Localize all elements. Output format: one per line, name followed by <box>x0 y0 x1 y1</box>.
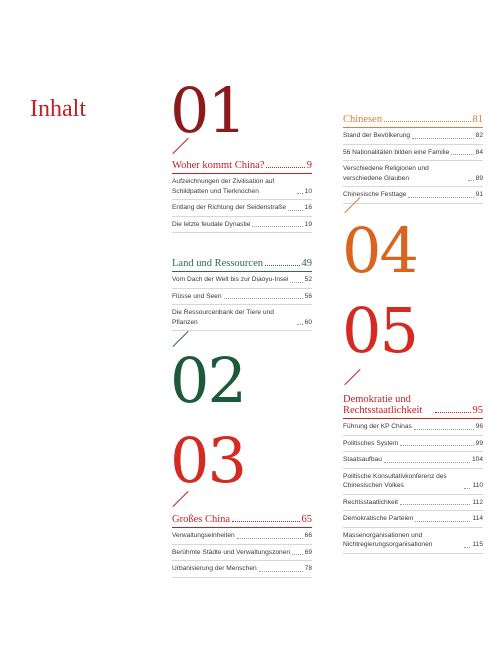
toc-entry-page: 66 <box>304 532 312 539</box>
chapter-heading-text: Großes China <box>172 514 231 525</box>
toc-entry-page: 110 <box>472 482 483 489</box>
chapter-heading[interactable] <box>343 114 483 128</box>
toc-entry[interactable] <box>343 128 483 145</box>
chapter-heading-text: Woher kommt China? <box>172 160 265 171</box>
toc-entry-page: 16 <box>304 204 312 211</box>
toc-entry[interactable] <box>172 217 312 234</box>
toc-entry[interactable] <box>343 511 483 528</box>
leader-dots <box>400 445 473 446</box>
chapter-number-05: 05 <box>342 294 417 367</box>
toc-entry-page: 104 <box>471 456 483 463</box>
toc-entry-label: Urbanisierung der Menschen <box>172 565 257 572</box>
toc-entry[interactable] <box>172 305 312 331</box>
leader-dots <box>288 210 303 211</box>
leader-dots <box>384 121 470 122</box>
chapter-heading-text: Demokratie und Rechtsstaatlichkeit <box>343 394 423 416</box>
toc-entry-page: 114 <box>472 515 483 522</box>
chapter-heading[interactable] <box>343 394 483 419</box>
page-title: Inhalt <box>30 96 86 122</box>
toc-entry-page: 82 <box>475 132 483 139</box>
leader-dots <box>384 462 470 463</box>
chapter-page: 95 <box>472 405 483 416</box>
chapter-heading-text: Land und Ressourcen <box>172 258 263 269</box>
toc-entry[interactable] <box>172 528 312 545</box>
leader-dots <box>290 282 302 283</box>
toc-entry-label: Staatsaufbau <box>343 456 382 463</box>
leader-dots <box>435 412 471 413</box>
leader-dots <box>265 265 300 266</box>
toc-entry-label: Chinesische Festtage <box>343 191 407 198</box>
toc-entry-label: Verschiedene Religionen und verschiedene Glauben <box>343 165 429 182</box>
leader-dots <box>259 571 303 572</box>
chapter-heading[interactable] <box>172 514 312 528</box>
toc-entry[interactable] <box>172 272 312 289</box>
leader-dots <box>292 554 303 555</box>
toc-entry[interactable] <box>343 436 483 453</box>
toc-entry-page: 60 <box>304 318 312 326</box>
chapter-heading[interactable] <box>172 258 312 272</box>
leader-dots <box>224 298 303 299</box>
leader-dots <box>464 488 470 489</box>
toc-entry[interactable] <box>343 161 483 187</box>
toc-entry-label: Demokratische Parteien <box>343 515 414 522</box>
toc-entry-page: 84 <box>475 148 483 156</box>
toc-entry-label: Rechtsstaatlichkeit <box>343 498 398 506</box>
toc-entry-label: Führung der KP Chinas <box>343 423 412 430</box>
leader-dots <box>468 180 474 181</box>
toc-entry-page: 52 <box>304 276 312 283</box>
chapter-slash <box>344 369 360 385</box>
toc-entry-page: 115 <box>472 541 483 548</box>
toc-entry-page: 78 <box>304 565 312 572</box>
chapter-heading-text: Chinesen <box>343 114 383 125</box>
chapter-number-02: 02 <box>170 344 245 417</box>
toc-entry[interactable] <box>172 289 312 306</box>
toc-entry-label: Entlang der Richtung der Seidenstraße <box>172 204 286 211</box>
toc-entry[interactable] <box>172 545 312 562</box>
toc-entry-label: Stand der Bevölkerung <box>343 132 411 139</box>
leader-dots <box>408 197 473 198</box>
leader-dots <box>266 167 304 168</box>
toc-entry-label: Massenorganisationen und Nichtregierungsorganisationen <box>343 531 433 548</box>
toc-entry-page: 56 <box>304 292 312 300</box>
chapter-section-04 <box>343 114 483 204</box>
toc-entry-page: 19 <box>304 220 312 228</box>
toc-entry-page: 99 <box>475 439 483 447</box>
toc-entry-label: Aufzeichnungen der Zivilisation auf Schildpatten und Tierknochen <box>172 178 275 195</box>
leader-dots <box>415 521 470 522</box>
toc-entry[interactable] <box>343 145 483 162</box>
leader-dots <box>237 538 303 539</box>
toc-entry-label: Berühmte Städte und Verwaltungszonen <box>172 548 291 556</box>
toc-entry-page: 89 <box>475 174 483 182</box>
toc-entry-page: 96 <box>475 423 483 430</box>
chapter-page: 81 <box>472 114 483 125</box>
chapter-page: 65 <box>301 514 312 525</box>
toc-entry-page: 112 <box>472 498 483 506</box>
leader-dots <box>297 193 303 194</box>
toc-entry[interactable] <box>343 187 483 204</box>
leader-dots <box>252 226 302 227</box>
toc-entry-label: 56 Nationalitäten bilden eine Familie <box>343 148 450 156</box>
toc-entry-label: Verwaltungseinheiten <box>172 532 235 539</box>
toc-entry-page: 69 <box>304 548 312 556</box>
toc-entry-page: 10 <box>304 187 312 195</box>
chapter-page: 49 <box>301 258 312 269</box>
toc-entry[interactable] <box>343 495 483 512</box>
toc-entry[interactable] <box>343 452 483 469</box>
chapter-section-05 <box>343 394 483 554</box>
leader-dots <box>412 138 474 139</box>
toc-entry-page: 91 <box>475 191 483 198</box>
chapter-number-04: 04 <box>342 214 417 287</box>
toc-entry[interactable] <box>343 469 483 495</box>
toc-entry-label: Die letzte feudale Dynastie <box>172 220 251 228</box>
leader-dots <box>297 324 303 325</box>
toc-entry-label: Flüsse und Seen <box>172 292 222 300</box>
toc-entry-label: Politische Konsultativkonferenz des Chinesischen Volkes <box>343 472 447 489</box>
toc-entry-label: Vom Dach der Welt bis zur Diaoyu-Insel <box>172 276 289 283</box>
leader-dots <box>464 547 470 548</box>
toc-entry[interactable] <box>172 561 312 578</box>
leader-dots <box>414 429 474 430</box>
chapter-heading[interactable] <box>172 160 312 174</box>
toc-entry[interactable] <box>172 200 312 217</box>
chapter-number-03: 03 <box>170 424 245 497</box>
toc-entry[interactable] <box>172 174 312 200</box>
chapter-section-02 <box>172 258 312 331</box>
leader-dots <box>400 504 471 505</box>
chapter-page: 9 <box>306 160 312 171</box>
toc-entry[interactable] <box>343 528 483 554</box>
chapter-section-01 <box>172 160 312 233</box>
chapter-section-03 <box>172 514 312 578</box>
toc-entry-label: Die Ressourcenbank der Tiere und Pflanzen <box>172 309 274 326</box>
toc-entry[interactable] <box>343 419 483 436</box>
leader-dots <box>451 154 473 155</box>
leader-dots <box>232 521 299 522</box>
chapter-number-01: 01 <box>170 74 245 147</box>
toc-entry-label: Politisches System <box>343 439 399 447</box>
